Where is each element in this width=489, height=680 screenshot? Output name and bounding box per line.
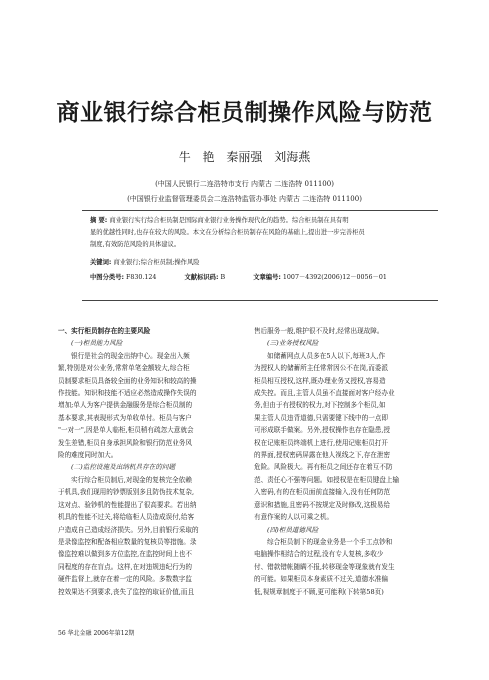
abstract-line-3: 制度,有效防范风险的具体建议。 (90, 241, 181, 248)
author-2: 秦丽强 (226, 150, 263, 164)
body-line: 增加;单人为客户提供金融服务是综合柜员制的 (58, 401, 193, 410)
abstract-text-1: 商业银行实行综合柜员制是国际商业银行业务操作现代化的趋势。综合柜员制在具有明 (109, 217, 349, 224)
left-column (58, 325, 254, 598)
subsection-heading: (三)业务授权风险 (267, 339, 319, 348)
author-3: 刘海燕 (274, 150, 311, 164)
right-column (254, 325, 450, 598)
author-1: 牛 艳 (178, 150, 215, 164)
body-line: 险的难度同时加大。 (58, 451, 118, 460)
body-line: 作技能。知识和技能不适应必然造成操作失误的 (58, 389, 197, 398)
section-heading: 一、实行柜员制存在的主要风险 (58, 327, 151, 335)
body-line: 硬件监督上,就存在着一定的风险。多数数字监 (58, 575, 192, 584)
body-line: 可形成联手做案。另外,授权操作也存在隐患,授 (254, 426, 391, 435)
body-line: 像监控难以做到多方位监控,在监控时间上也不 (58, 550, 192, 559)
clc-value: F830.124 (126, 274, 157, 281)
body-line: 发生差错,柜员自身承担风险和银行防范业务风 (58, 438, 192, 447)
body-line: "一对一",因是单人临柜,柜员稍有疏忽大意就会 (58, 426, 194, 435)
article-title: 商业银行综合柜员制操作风险与防范 (56, 100, 433, 126)
body-line: 如储蓄网点人员多在5人以下,每班3人,作 (267, 351, 386, 360)
subsection-heading: (四)柜员道德风险 (267, 525, 319, 534)
doc-code-label: 文献标识码: (184, 274, 219, 281)
abstract-line-2: 显的优越性同时,也存在较大的风险。本文在分析综合柜员制存在风险的基础上,提出进一步完善柜员 (90, 229, 365, 236)
body-line: 付、错款错帐随瞒不报,转移现金等现象就有发生 (254, 562, 395, 571)
body-line: 银行是社会的现金出纳中心。现金出入频 (71, 351, 190, 360)
keywords-label: 关键词: (90, 259, 112, 266)
abstract-label: 摘 要: (90, 217, 108, 224)
abstract-line-1 (90, 216, 435, 227)
body-line: 务,但由于有授权的权力,对下控制多个柜员,如 (254, 401, 386, 410)
body-line: 控效果达不到要求,丧失了监控的取证价值,而且 (58, 587, 195, 596)
clc-label: 中图分类号: (90, 274, 125, 281)
body-line: 员制要求柜员具备较全面的业务知识和较高的操 (58, 376, 197, 385)
subsection-heading: (一)柜员能力风险 (71, 339, 123, 348)
body-line: 是录像监控和配备相应数量的复核员等措施。录 (58, 537, 197, 546)
affiliation-2: (中国银行业监督管理委员会二连浩特监管办事处 内蒙古 二连浩特 011100) (127, 195, 362, 203)
keywords-line (90, 258, 435, 269)
body-line: 果主管人员违背道德,只需要键下线中的一点即 (254, 413, 388, 422)
keywords-value: 商业银行;综合柜员制;操作风险 (113, 259, 200, 266)
body-line: 为授权人的储蓄所主任常常因公不在岗,而委派 (254, 364, 388, 373)
body-line: 机具的性能不过关,将给临柜人员造成误付,给客 (58, 513, 195, 522)
body-line: 于机具,我们现用的钞票版别多且防伪技术复杂, (58, 488, 195, 497)
body-line: 意识和措施,且密码不按规定及时修改,这极易给 (254, 500, 391, 509)
body-line: 实行综合柜员制后,对现金的复核完全依赖 (71, 475, 192, 484)
body-line: 的可能。如果柜员本身素质不过关,道德水准偏 (254, 575, 388, 584)
article-no-value: 1007－4392(2006)12－0056－01 (282, 274, 387, 281)
body-line: 售后服务一般,维护很不及时,经常出现故障。 (254, 327, 384, 335)
page-footer: 56 华北金融 2006年第12期 (58, 630, 135, 637)
body-line: 有意作案的人以可乘之机。 (254, 513, 334, 522)
body-line: 同程度的存在盲点。这样,在对违规违纪行为的 (58, 562, 192, 571)
body-line: 电脑操作相结合的过程,没有专人复核,多收少 (254, 550, 384, 559)
body-line: 柜员相互授权,这样,既办理业务又授权,容易造 (254, 376, 386, 385)
body-line: 这对点、验钞机的性能提出了很高要求。若出纳 (58, 500, 197, 509)
body-line: 范、责任心不强等问题。如授权是在柜员键盘上输 (254, 475, 400, 484)
classification-line (90, 273, 435, 284)
body-line: 繁,特别是对公业务,常常单笔金额较大,综合柜 (58, 364, 190, 373)
body-line: 的界面,授权密码屏露在他人视线之下,存在泄密 (254, 451, 391, 460)
body-line: 基本要求,其表现形式为单收单付。柜员与客户 (58, 413, 192, 422)
subsection-heading: (二)监控设施及出纳机具存在的问题 (71, 463, 176, 472)
article-no-label: 文章编号: (253, 274, 281, 281)
body-line: 低,视规章制度于不顾,更可能利(下转第58页) (254, 587, 384, 596)
affiliation-1: (中国人民银行二连浩特市支行 内蒙古 二连浩特 011100) (155, 180, 334, 188)
authors (0, 148, 489, 165)
doc-code-value: B (220, 274, 226, 281)
body-line: 危险。风险极大。再有柜员之间还存在着互不防 (254, 463, 393, 472)
body-line: 户造成自己造成经济损失。另外,目前银行采取的 (58, 525, 199, 534)
body-line: 综合柜员制下的现金业务是一个手工点钞和 (267, 537, 393, 546)
body-line: 入密码,有的在柜员面前直接输入,没有任何防范 (254, 488, 391, 497)
abstract-box (82, 210, 438, 301)
body-line: 权在记账柜员终端机上进行,使用记账柜员打开 (254, 438, 388, 447)
body-line: 成失控。而且,主管人员虽不直接面对客户经办业 (254, 389, 395, 398)
